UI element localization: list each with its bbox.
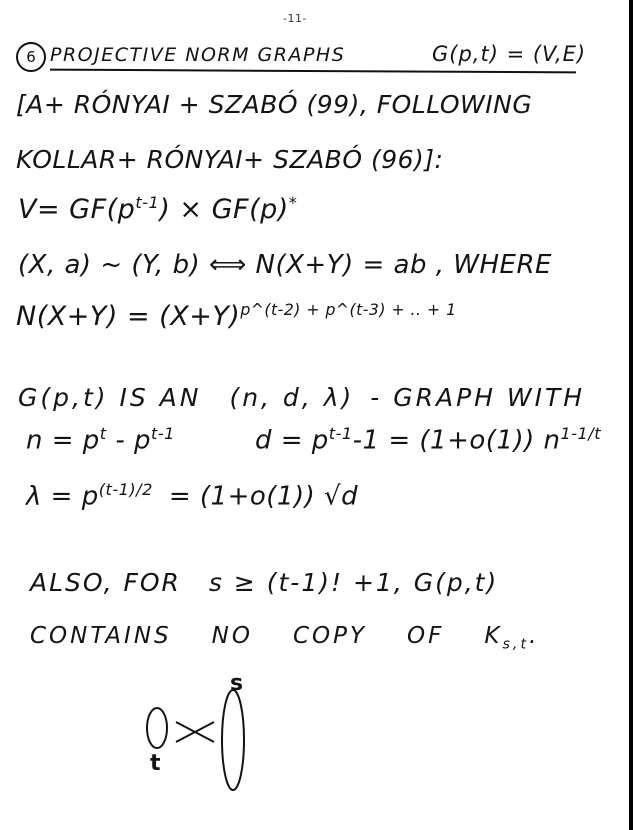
norm-exponent: p^(t-2) + p^(t-3) + .. + 1 bbox=[240, 300, 457, 319]
d-left: d = p bbox=[254, 425, 329, 456]
contains-word-4: OF bbox=[407, 623, 445, 649]
bipartite-sketch bbox=[130, 670, 290, 820]
d-exp: t-1 bbox=[328, 424, 353, 443]
n-mid: - p bbox=[106, 425, 152, 456]
lambda-left: λ = p bbox=[26, 481, 99, 512]
also-condition: s ≥ (t-1)! +1 bbox=[208, 568, 394, 597]
reference-line-1: [A+ RÓNYAI + SZABÓ (99), FOLLOWING bbox=[16, 90, 533, 119]
parameters-n-d bbox=[26, 424, 601, 456]
parameter-lambda bbox=[26, 480, 358, 512]
contains-k: K bbox=[484, 623, 503, 649]
contains-word-2: NO bbox=[211, 623, 253, 649]
sketch-label-top: s bbox=[230, 671, 244, 696]
also-statement bbox=[30, 568, 498, 597]
d-mid: -1 = (1+o(1)) n bbox=[352, 425, 561, 456]
sketch-label-bottom: t bbox=[150, 751, 161, 776]
page-number: -11- bbox=[283, 12, 307, 25]
lambda-exp: (t-1)/2 bbox=[98, 480, 153, 499]
contains-word-3: COPY bbox=[292, 623, 368, 649]
contains-k-sub: s,t bbox=[502, 636, 530, 653]
section-title-formula: G(p,t) = (V,E) bbox=[432, 42, 587, 66]
section-title-text: PROJECTIVE NORM GRAPHS bbox=[50, 44, 346, 66]
reference-line-2: KOLLAR+ RÓNYAI+ SZABÓ (96)]: bbox=[16, 145, 444, 174]
n-exp1: t bbox=[99, 424, 107, 443]
norm-left: N(X+Y) = (X+Y) bbox=[16, 301, 241, 332]
n-exp2: t-1 bbox=[151, 424, 175, 443]
vdef-mid: ) × GF(p) bbox=[159, 194, 289, 225]
also-post: , G(p,t) bbox=[393, 568, 499, 597]
right-part-oval bbox=[222, 690, 244, 790]
lambda-right: = (1+o(1)) √d bbox=[168, 481, 359, 512]
vertex-set-definition bbox=[18, 193, 297, 225]
contains-word-1: CONTAINS bbox=[30, 623, 172, 649]
also-pre: ALSO, FOR bbox=[30, 568, 181, 597]
contains-dot: . bbox=[529, 623, 540, 649]
n-left: n = p bbox=[26, 425, 100, 456]
vdef-exponent: t-1 bbox=[135, 193, 160, 212]
graph-post: - GRAPH WITH bbox=[370, 383, 586, 412]
graph-params: (n, d, λ) bbox=[229, 383, 355, 412]
adjacency-rule: (X, a) ~ (Y, b) ⟺ N(X+Y) = ab , WHERE bbox=[18, 250, 552, 280]
title-underline bbox=[50, 69, 576, 74]
graph-statement bbox=[18, 383, 585, 412]
section-title bbox=[14, 40, 587, 74]
scan-edge bbox=[629, 0, 633, 830]
graph-pre: G(p,t) IS AN bbox=[18, 383, 202, 412]
left-part-oval bbox=[147, 708, 167, 748]
d-exp2: 1-1/t bbox=[560, 424, 602, 443]
vdef-star: * bbox=[288, 193, 298, 212]
vdef-left: V= GF(p bbox=[18, 194, 136, 225]
section-number-circle: 6 bbox=[16, 42, 46, 72]
contains-statement bbox=[30, 623, 539, 653]
norm-definition bbox=[16, 300, 457, 332]
